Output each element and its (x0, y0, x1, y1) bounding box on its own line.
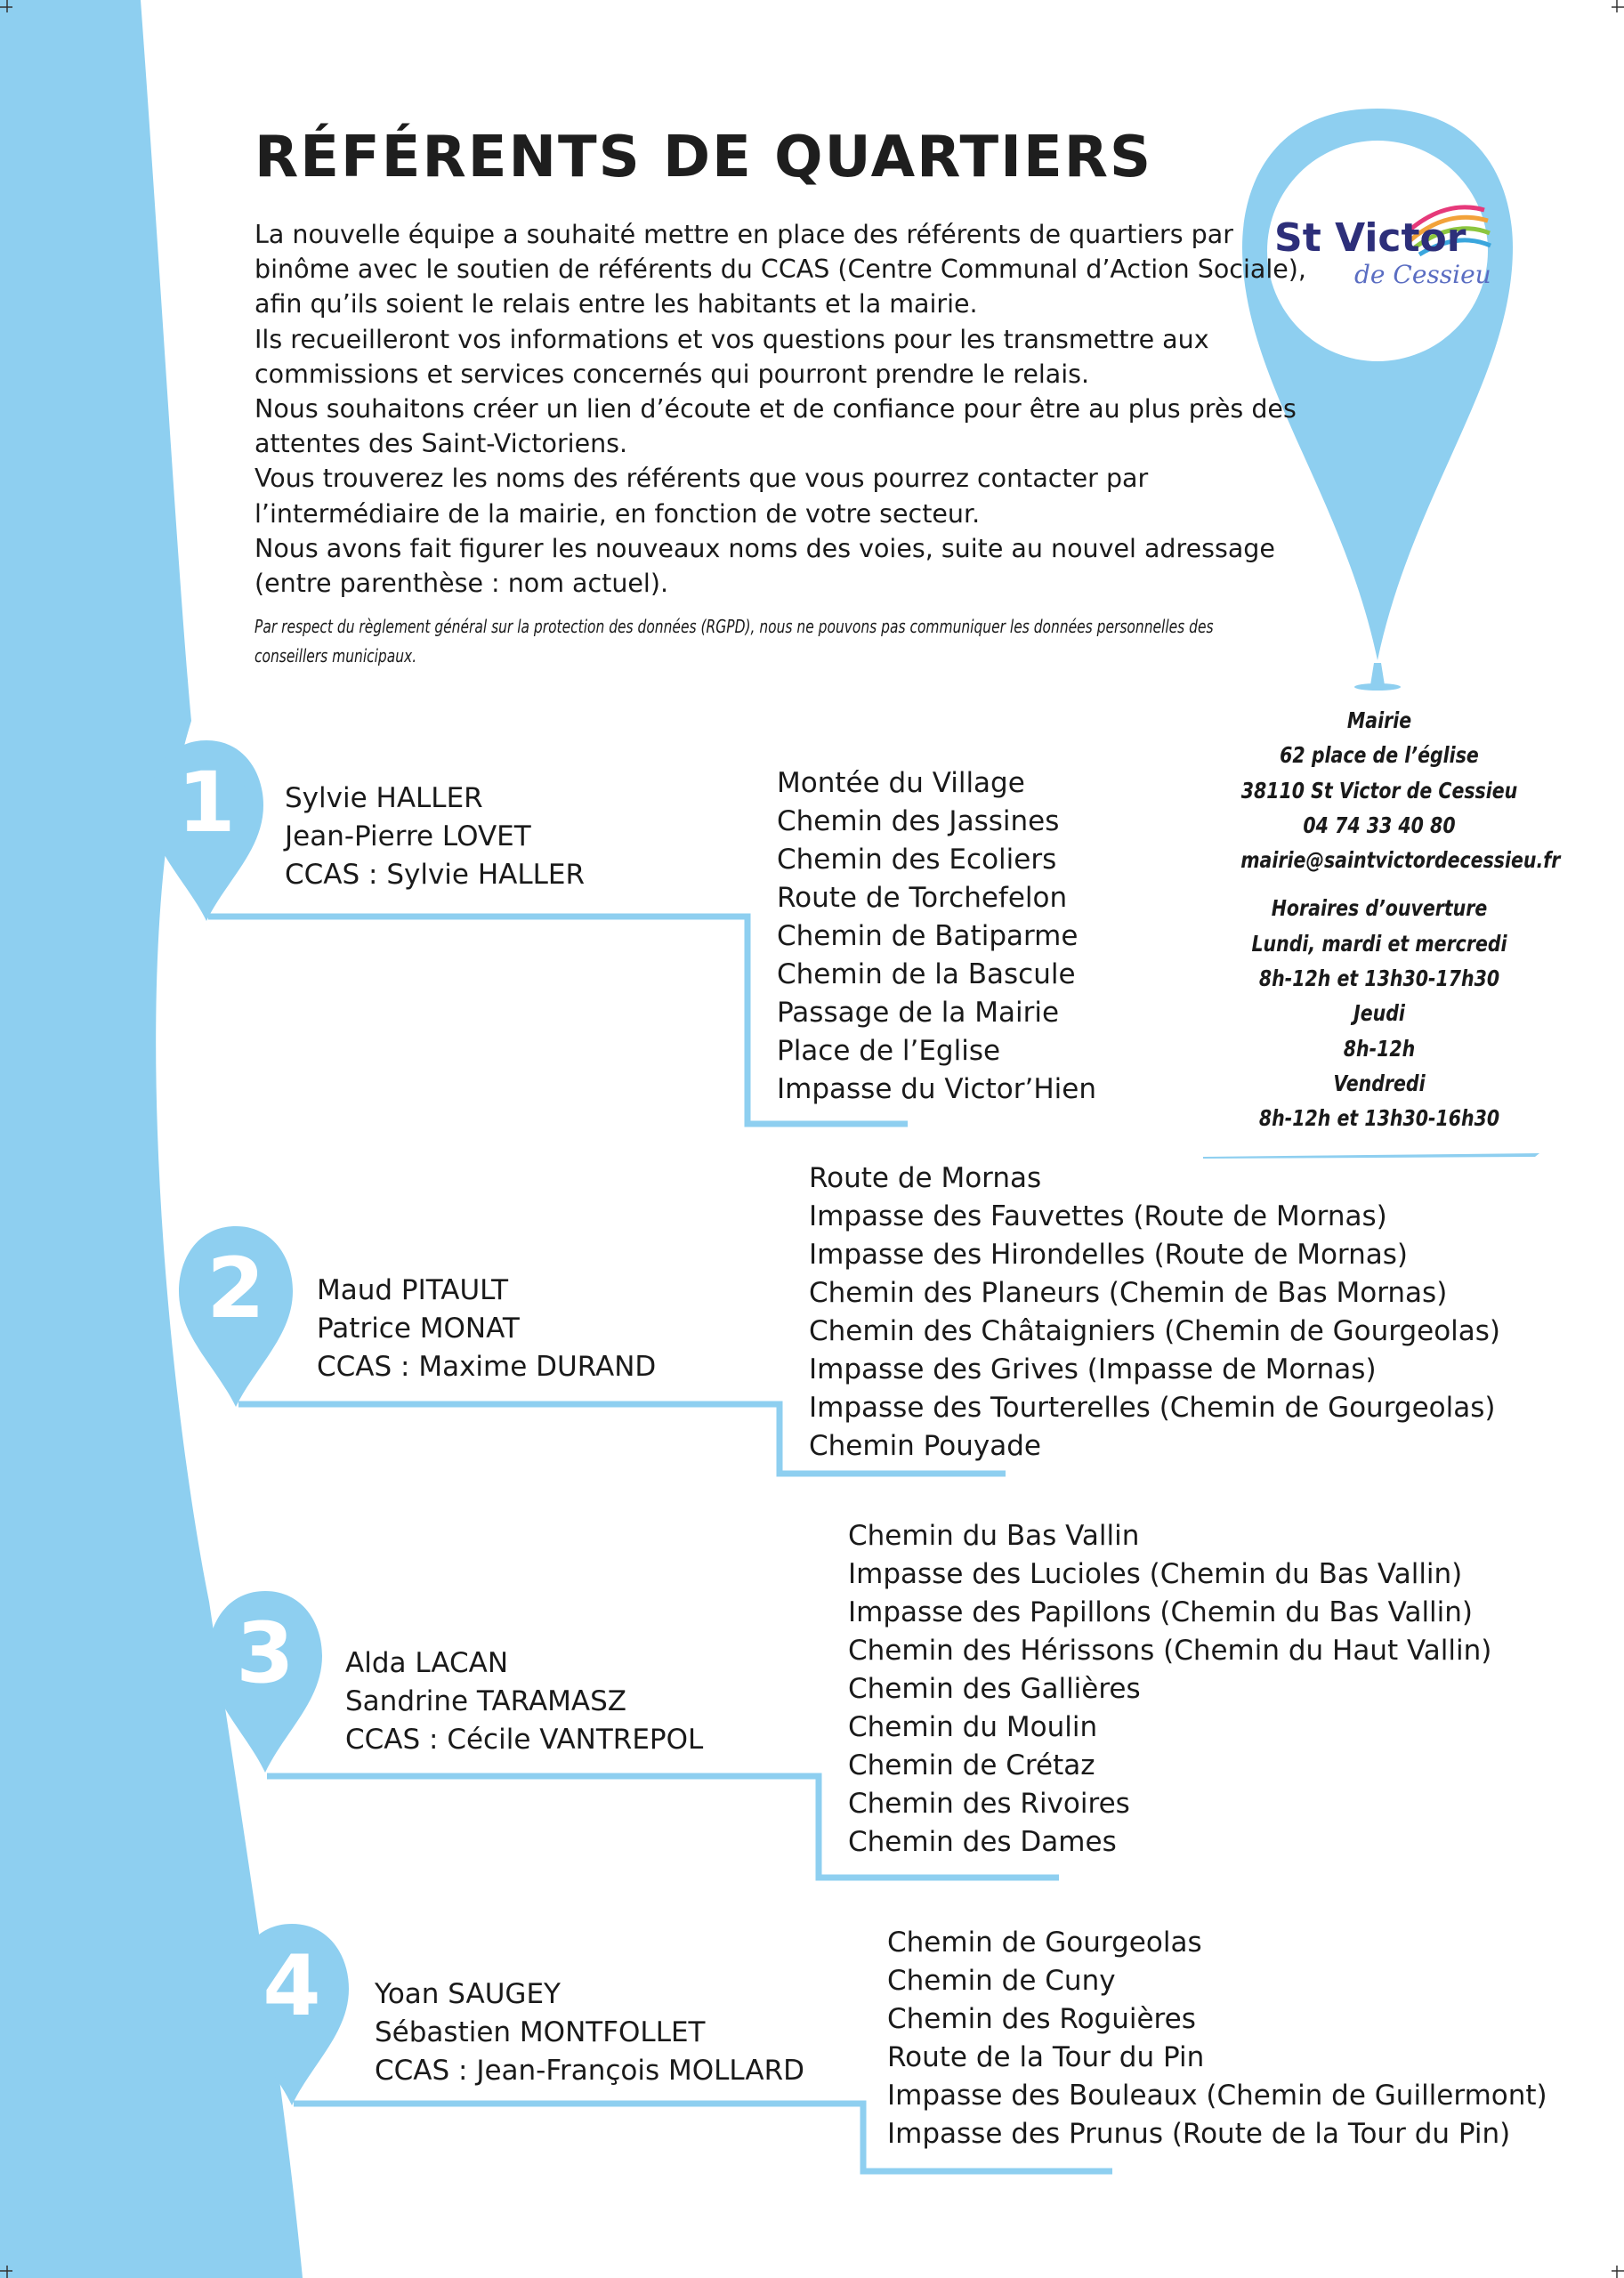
intro-paragraph: Nous avons fait figurer les nouveaux noms des voies, suite au nouvel adressage (entre parenthèse : nom actuel). (255, 533, 1275, 599)
sector-4-streets (887, 1924, 1547, 2153)
street-item: Chemin des Ecoliers (777, 844, 1057, 876)
sector-4-referents (375, 1975, 804, 2090)
mairie-city: 38110 St Victor de Cessieu (1240, 777, 1518, 804)
street-item: Chemin de Gourgeolas (887, 1927, 1202, 1959)
street-item: Chemin des Jassines (777, 805, 1060, 837)
street-item: Impasse des Lucioles (Chemin du Bas Vallin) (848, 1558, 1463, 1590)
mairie-underline (1203, 1153, 1539, 1159)
street-item: Impasse des Papillons (Chemin du Bas Vallin) (848, 1596, 1474, 1628)
referent-name: Patrice MONAT (317, 1313, 520, 1345)
street-item: Chemin des Gallières (848, 1673, 1141, 1705)
mairie-info (1240, 703, 1561, 1136)
hours-line: 8h-12h (1343, 1035, 1416, 1062)
hours-line: Lundi, mardi et mercredi (1251, 930, 1507, 957)
referent-name: Sandrine TARAMASZ (345, 1685, 627, 1717)
street-item: Chemin de Cuny (887, 1965, 1116, 1997)
hours-line: 8h-12h et 13h30-17h30 (1258, 965, 1500, 992)
intro-paragraph: Ils recueilleront vos informations et vos questions pour les transmettre aux commissions et services concernés qui pourront prendre le relais. (255, 324, 1209, 389)
referent-name: CCAS : Maxime DURAND (317, 1351, 657, 1383)
street-item: Impasse des Hirondelles (Route de Mornas) (809, 1239, 1408, 1271)
mairie-phone: 04 74 33 40 80 (1303, 812, 1456, 838)
street-item: Chemin des Roguières (887, 2003, 1196, 2035)
logo-subtitle: de Cessieu (1354, 260, 1491, 289)
street-item: Impasse des Grives (Impasse de Mornas) (809, 1353, 1377, 1385)
street-item: Chemin des Rivoires (848, 1788, 1130, 1820)
street-item: Chemin de la Bascule (777, 958, 1076, 990)
street-item: Chemin du Moulin (848, 1711, 1098, 1743)
sector-number: 2 (206, 1240, 265, 1337)
hours-line: Vendredi (1333, 1070, 1426, 1096)
intro-paragraph: Nous souhaitons créer un lien d’écoute et de confiance pour être au plus près des attentes des Saint-Victoriens. (255, 394, 1297, 459)
hours-line: 8h-12h et 13h30-16h30 (1258, 1105, 1500, 1132)
logo-st: St (1274, 215, 1321, 261)
street-item: Chemin Pouyade (809, 1430, 1041, 1462)
street-item: Route de Mornas (809, 1162, 1042, 1194)
intro-paragraph: La nouvelle équipe a souhaité mettre en place des référents de quartiers par binôme avec le soutien de référents du CCAS (Centre Communal d’Action Sociale), afin qu’ils soient le relais entre les habitants et la mairie. (255, 220, 1306, 319)
referent-name: Sébastien MONTFOLLET (375, 2016, 706, 2048)
mairie-address: 62 place de l’église (1280, 742, 1479, 769)
referent-name: CCAS : Cécile VANTREPOL (345, 1724, 704, 1756)
referent-name: Jean-Pierre LOVET (285, 820, 531, 852)
referent-name: Maud PITAULT (317, 1274, 509, 1306)
street-item: Chemin de Batiparme (777, 920, 1079, 952)
hours-title: Horaires d’ouverture (1271, 895, 1488, 922)
intro-paragraph: Vous trouverez les noms des référents que vous pourrez contacter par l’intermédiaire de la mairie, en fonction de votre secteur. (255, 464, 1149, 529)
referent-name: Yoan SAUGEY (375, 1978, 561, 2010)
mairie-email[interactable]: mairie@saintvictordecessieu.fr (1240, 847, 1561, 874)
street-item: Impasse des Tourterelles (Chemin de Gourgeolas) (809, 1392, 1496, 1424)
street-item: Place de l’Eglise (777, 1035, 1001, 1067)
street-item: Impasse des Fauvettes (Route de Mornas) (809, 1200, 1387, 1232)
street-item: Passage de la Mairie (777, 997, 1060, 1029)
rgpd-note: Par respect du règlement général sur la protection des données (RGPD), nous ne pouvons pas communiquer les données personnelles des conseillers municipaux. (255, 616, 1214, 666)
street-item: Route de Torchefelon (777, 882, 1068, 914)
sector-2-streets (809, 1159, 1500, 1466)
sector-number: 4 (263, 1938, 321, 2035)
sector-3-referents (345, 1644, 703, 1759)
referent-name: Alda LACAN (345, 1647, 509, 1679)
street-item: Impasse des Prunus (Route de la Tour du Pin) (887, 2118, 1511, 2150)
logo-title (1274, 215, 1466, 261)
street-item: Chemin du Bas Vallin (848, 1520, 1140, 1552)
street-item: Route de la Tour du Pin (887, 2041, 1205, 2073)
sector-number: 3 (236, 1605, 295, 1702)
referent-name: CCAS : Jean-François MOLLARD (375, 2055, 804, 2087)
sector-2-referents (317, 1272, 656, 1386)
intro-text (255, 217, 1322, 601)
street-item: Chemin des Dames (848, 1826, 1117, 1858)
sector-number: 1 (177, 755, 236, 852)
referent-name: CCAS : Sylvie HALLER (285, 859, 586, 891)
sector-1-referents (285, 780, 585, 894)
street-item: Impasse du Victor’Hien (777, 1073, 1096, 1105)
street-item: Chemin des Châtaigniers (Chemin de Gourgeolas) (809, 1315, 1501, 1347)
hours-line: Jeudi (1353, 1000, 1405, 1027)
street-item: Chemin des Planeurs (Chemin de Bas Mornas) (809, 1277, 1448, 1309)
logo-victor: Victor (1335, 215, 1466, 261)
mairie-name: Mairie (1346, 707, 1412, 733)
street-item: Montée du Village (777, 767, 1025, 799)
street-item: Chemin de Crétaz (848, 1749, 1095, 1781)
street-item: Impasse des Bouleaux (Chemin de Guillermont) (887, 2080, 1547, 2112)
page-title: RÉFÉRENTS DE QUARTIERS (255, 125, 1153, 190)
referent-name: Sylvie HALLER (285, 782, 483, 814)
sector-3-streets (848, 1517, 1491, 1862)
street-item: Chemin des Hérissons (Chemin du Haut Vallin) (848, 1635, 1492, 1667)
sector-1-streets (777, 764, 1096, 1109)
